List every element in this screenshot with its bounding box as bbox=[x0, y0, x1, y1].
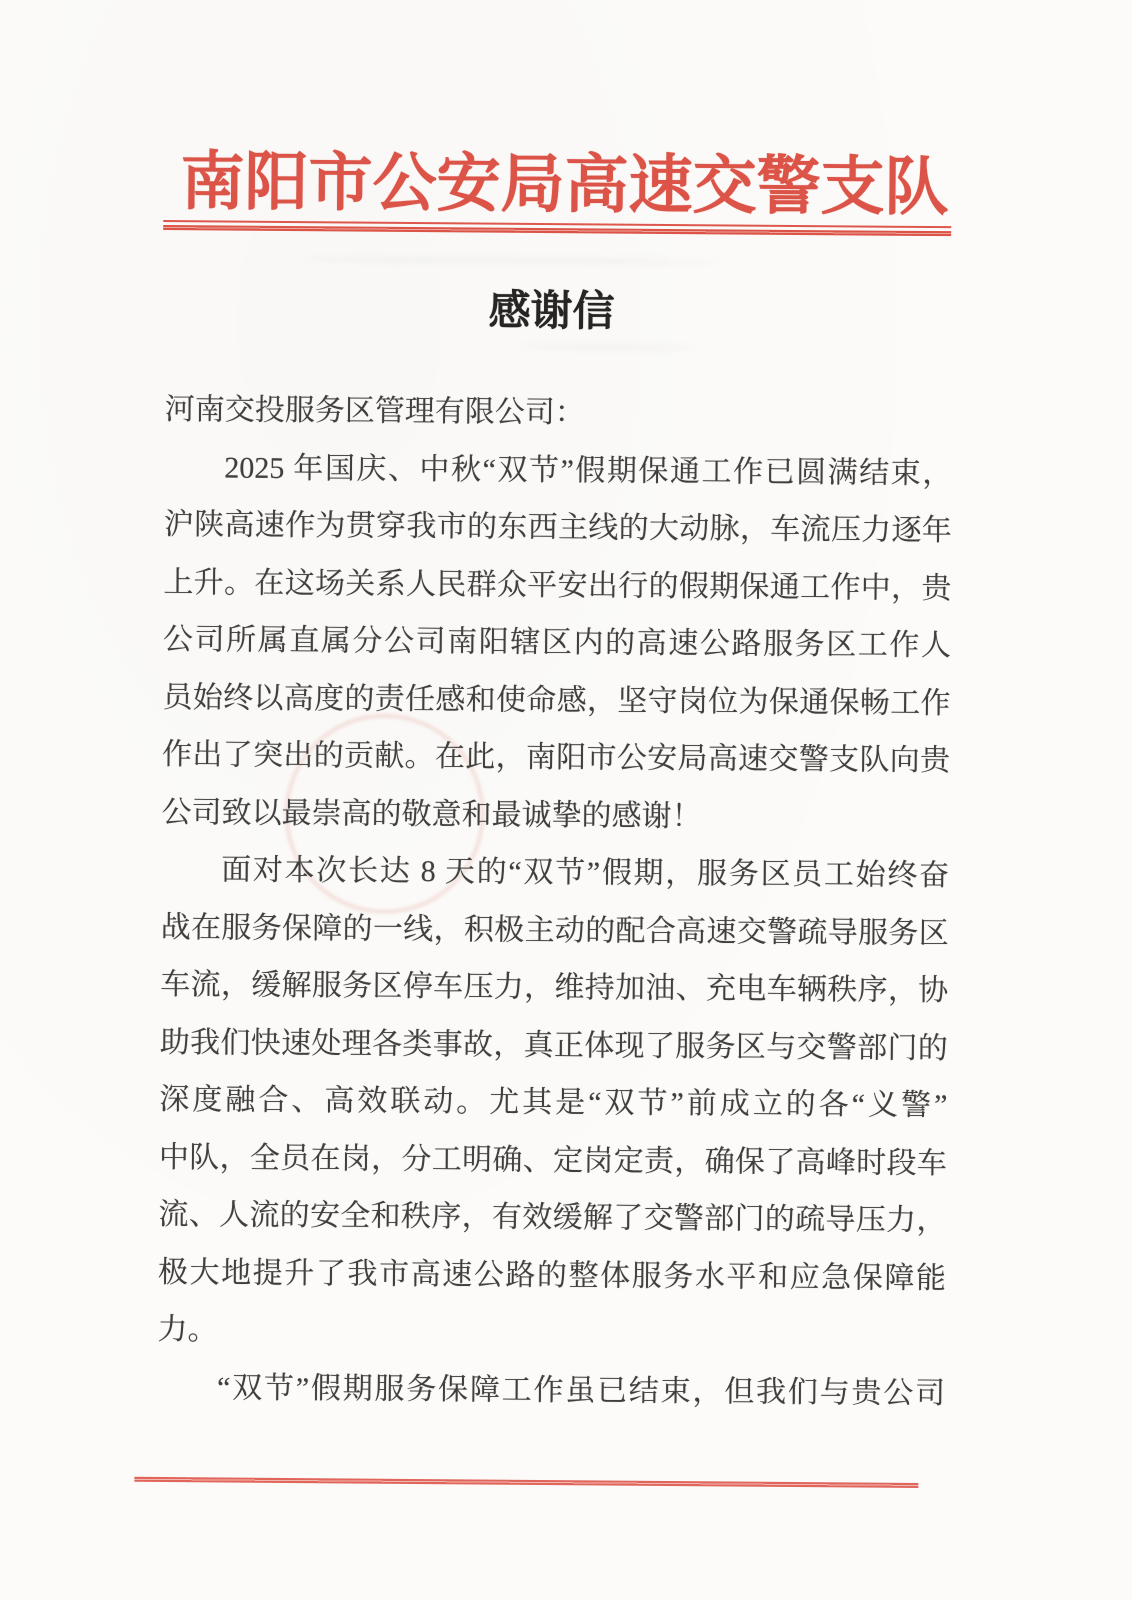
body-line: 战在服务保障的一线，积极主动的配合高速交警疏导服务区 bbox=[160, 910, 949, 950]
body-line: 流、人流的安全和秩序，有效缓解了交警部门的疏导压力， bbox=[158, 1197, 947, 1238]
body-line: 上升。在这场关系人民群众平安出行的假期保通工作中，贵 bbox=[163, 565, 952, 605]
document-title: 感谢信 bbox=[488, 285, 615, 336]
letter-body bbox=[157, 381, 953, 1422]
body-line: 极大地提升了我市高速公路的整体服务水平和应急保障能 bbox=[157, 1255, 947, 1295]
body-line: 车流，缓解服务区停车压力，维持加油、充电车辆秩序，协 bbox=[160, 967, 949, 1008]
footer-rule bbox=[134, 1477, 918, 1488]
body-lines bbox=[157, 439, 953, 1423]
body-line: 力。 bbox=[157, 1312, 218, 1347]
body-line: 作出了突出的贡献。在此，南阳市公安局高速交警支队向贵 bbox=[161, 737, 951, 778]
body-line: “双节”假期服务保障工作虽已结束，但我们与贵公司 bbox=[216, 1370, 946, 1410]
body-line: 深度融合、高效联动。尤其是“双节”前成立的各“义警” bbox=[159, 1082, 948, 1123]
letterhead-title: 南阳市公安局高速交警支队 bbox=[180, 146, 949, 224]
body-line: 公司所属直属分公司南阳辖区内的高速公路服务区工作人 bbox=[162, 623, 952, 663]
body-line: 2025 年国庆、中秋“双节”假期保通工作已圆满结束， bbox=[224, 450, 953, 490]
scan-smudge bbox=[298, 255, 718, 266]
body-line: 中队，全员在岗，分工明确、定岗定责，确保了高峰时段车 bbox=[158, 1140, 948, 1180]
body-line: 公司致以最崇高的敬意和最诚挚的感谢！ bbox=[161, 795, 702, 833]
scan-smudge bbox=[517, 343, 697, 351]
salutation-line: 河南交投服务区管理有限公司： bbox=[164, 393, 585, 430]
body-line: 沪陕高速作为贯穿我市的东西主线的大动脉，车流压力逐年 bbox=[163, 508, 952, 548]
body-line: 助我们快速处理各类事故，真正体现了服务区与交警部门的 bbox=[159, 1025, 948, 1065]
body-line: 员始终以高度的责任感和使命感，坚守岗位为保通保畅工作 bbox=[162, 680, 951, 720]
body-line: 面对本次长达 8 天的“双节”假期，服务区员工始终奋 bbox=[221, 853, 950, 893]
